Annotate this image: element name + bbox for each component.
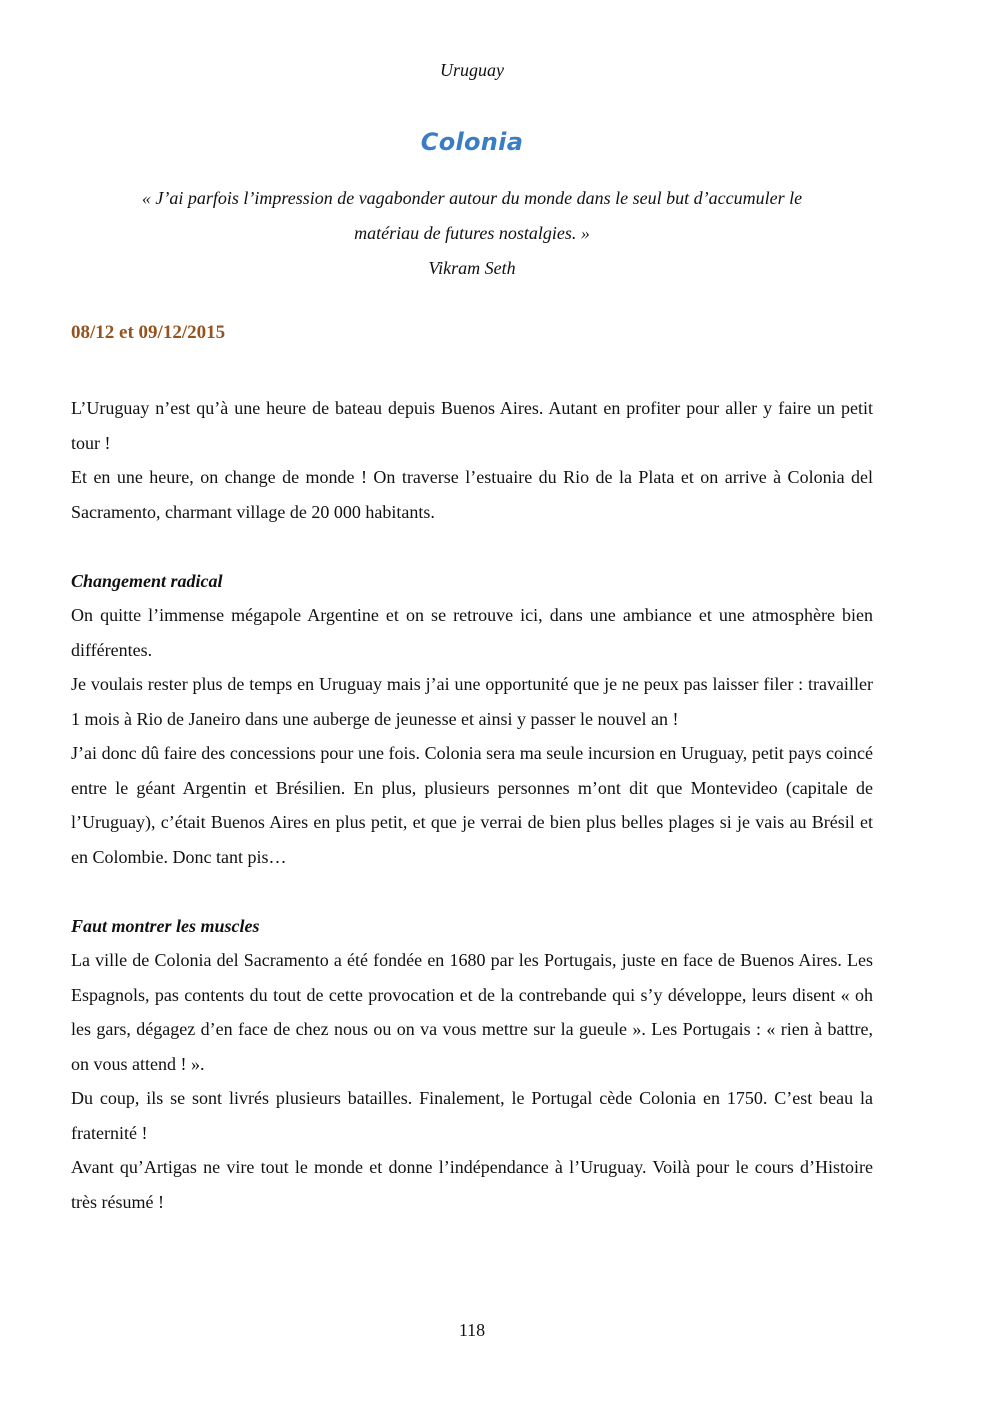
- entry-date: 08/12 et 09/12/2015: [71, 322, 226, 343]
- section-heading-muscles: Faut montrer les muscles: [71, 915, 260, 936]
- epigraph-line-1: « J’ai parfois l’impression de vagabonder autour du monde dans le seul but d’accumuler le: [141, 188, 803, 208]
- section1-paragraph-3: J’ai donc dû faire des concessions pour une fois. Colonia sera ma seule incursion en Uruguay, petit pays coincé entre le géant Argentin et Brésilien. En plus, plusieurs personnes m’ont dit que Montevideo (capitale de l’Uruguay), c’était Buenos Aires en plus petit, et que je verrai de bien plus belles plages si je vais au Brésil et en Colombie. Donc tant pis…: [71, 743, 873, 867]
- section2-paragraph-1: La ville de Colonia del Sacramento a été fondée en 1680 par les Portugais, juste en face de Buenos Aires. Les Espagnols, pas contents du tout de cette provocation et de la contrebande qui s’y développe, leurs disent « oh les gars, dégagez d’en face de chez nous ou on va vous mettre sur la gueule ». Les Portugais : « rien à battre, on vous attend ! ».: [71, 950, 873, 1074]
- section1-paragraph-2: Je voulais rester plus de temps en Uruguay mais j’ai une opportunité que je ne peux pas laisser filer : travailler 1 mois à Rio de Janeiro dans une auberge de jeunesse et ainsi y passer le nouvel an !: [71, 674, 873, 729]
- epigraph: [72, 181, 872, 286]
- page-title: Colonia: [420, 128, 524, 156]
- section-heading-changement: Changement radical: [71, 570, 223, 591]
- section2-paragraph-3: Avant qu’Artigas ne vire tout le monde et donne l’indépendance à l’Uruguay. Voilà pour le cours d’Histoire très résumé !: [71, 1157, 873, 1212]
- section2-paragraph-2: Du coup, ils se sont livrés plusieurs batailles. Finalement, le Portugal cède Colonia en 1750. C’est beau la fraternité !: [71, 1088, 873, 1143]
- spacer: [71, 529, 873, 564]
- page-number: 118: [458, 1320, 486, 1340]
- intro-paragraph-1: L’Uruguay n’est qu’à une heure de bateau depuis Buenos Aires. Autant en profiter pour aller y faire un petit tour !: [71, 398, 873, 453]
- section1-paragraph-1: On quitte l’immense mégapole Argentine et on se retrouve ici, dans une ambiance et une atmosphère bien différentes.: [71, 605, 873, 660]
- epigraph-author: Vikram Seth: [428, 258, 516, 278]
- article-body: [71, 391, 873, 1219]
- intro-paragraph-2: Et en une heure, on change de monde ! On traverse l’estuaire du Rio de la Plata et on arrive à Colonia del Sacramento, charmant village de 20 000 habitants.: [71, 467, 873, 522]
- running-header: Uruguay: [440, 60, 504, 80]
- spacer: [71, 874, 873, 909]
- epigraph-line-2: matériau de futures nostalgies. »: [354, 223, 590, 243]
